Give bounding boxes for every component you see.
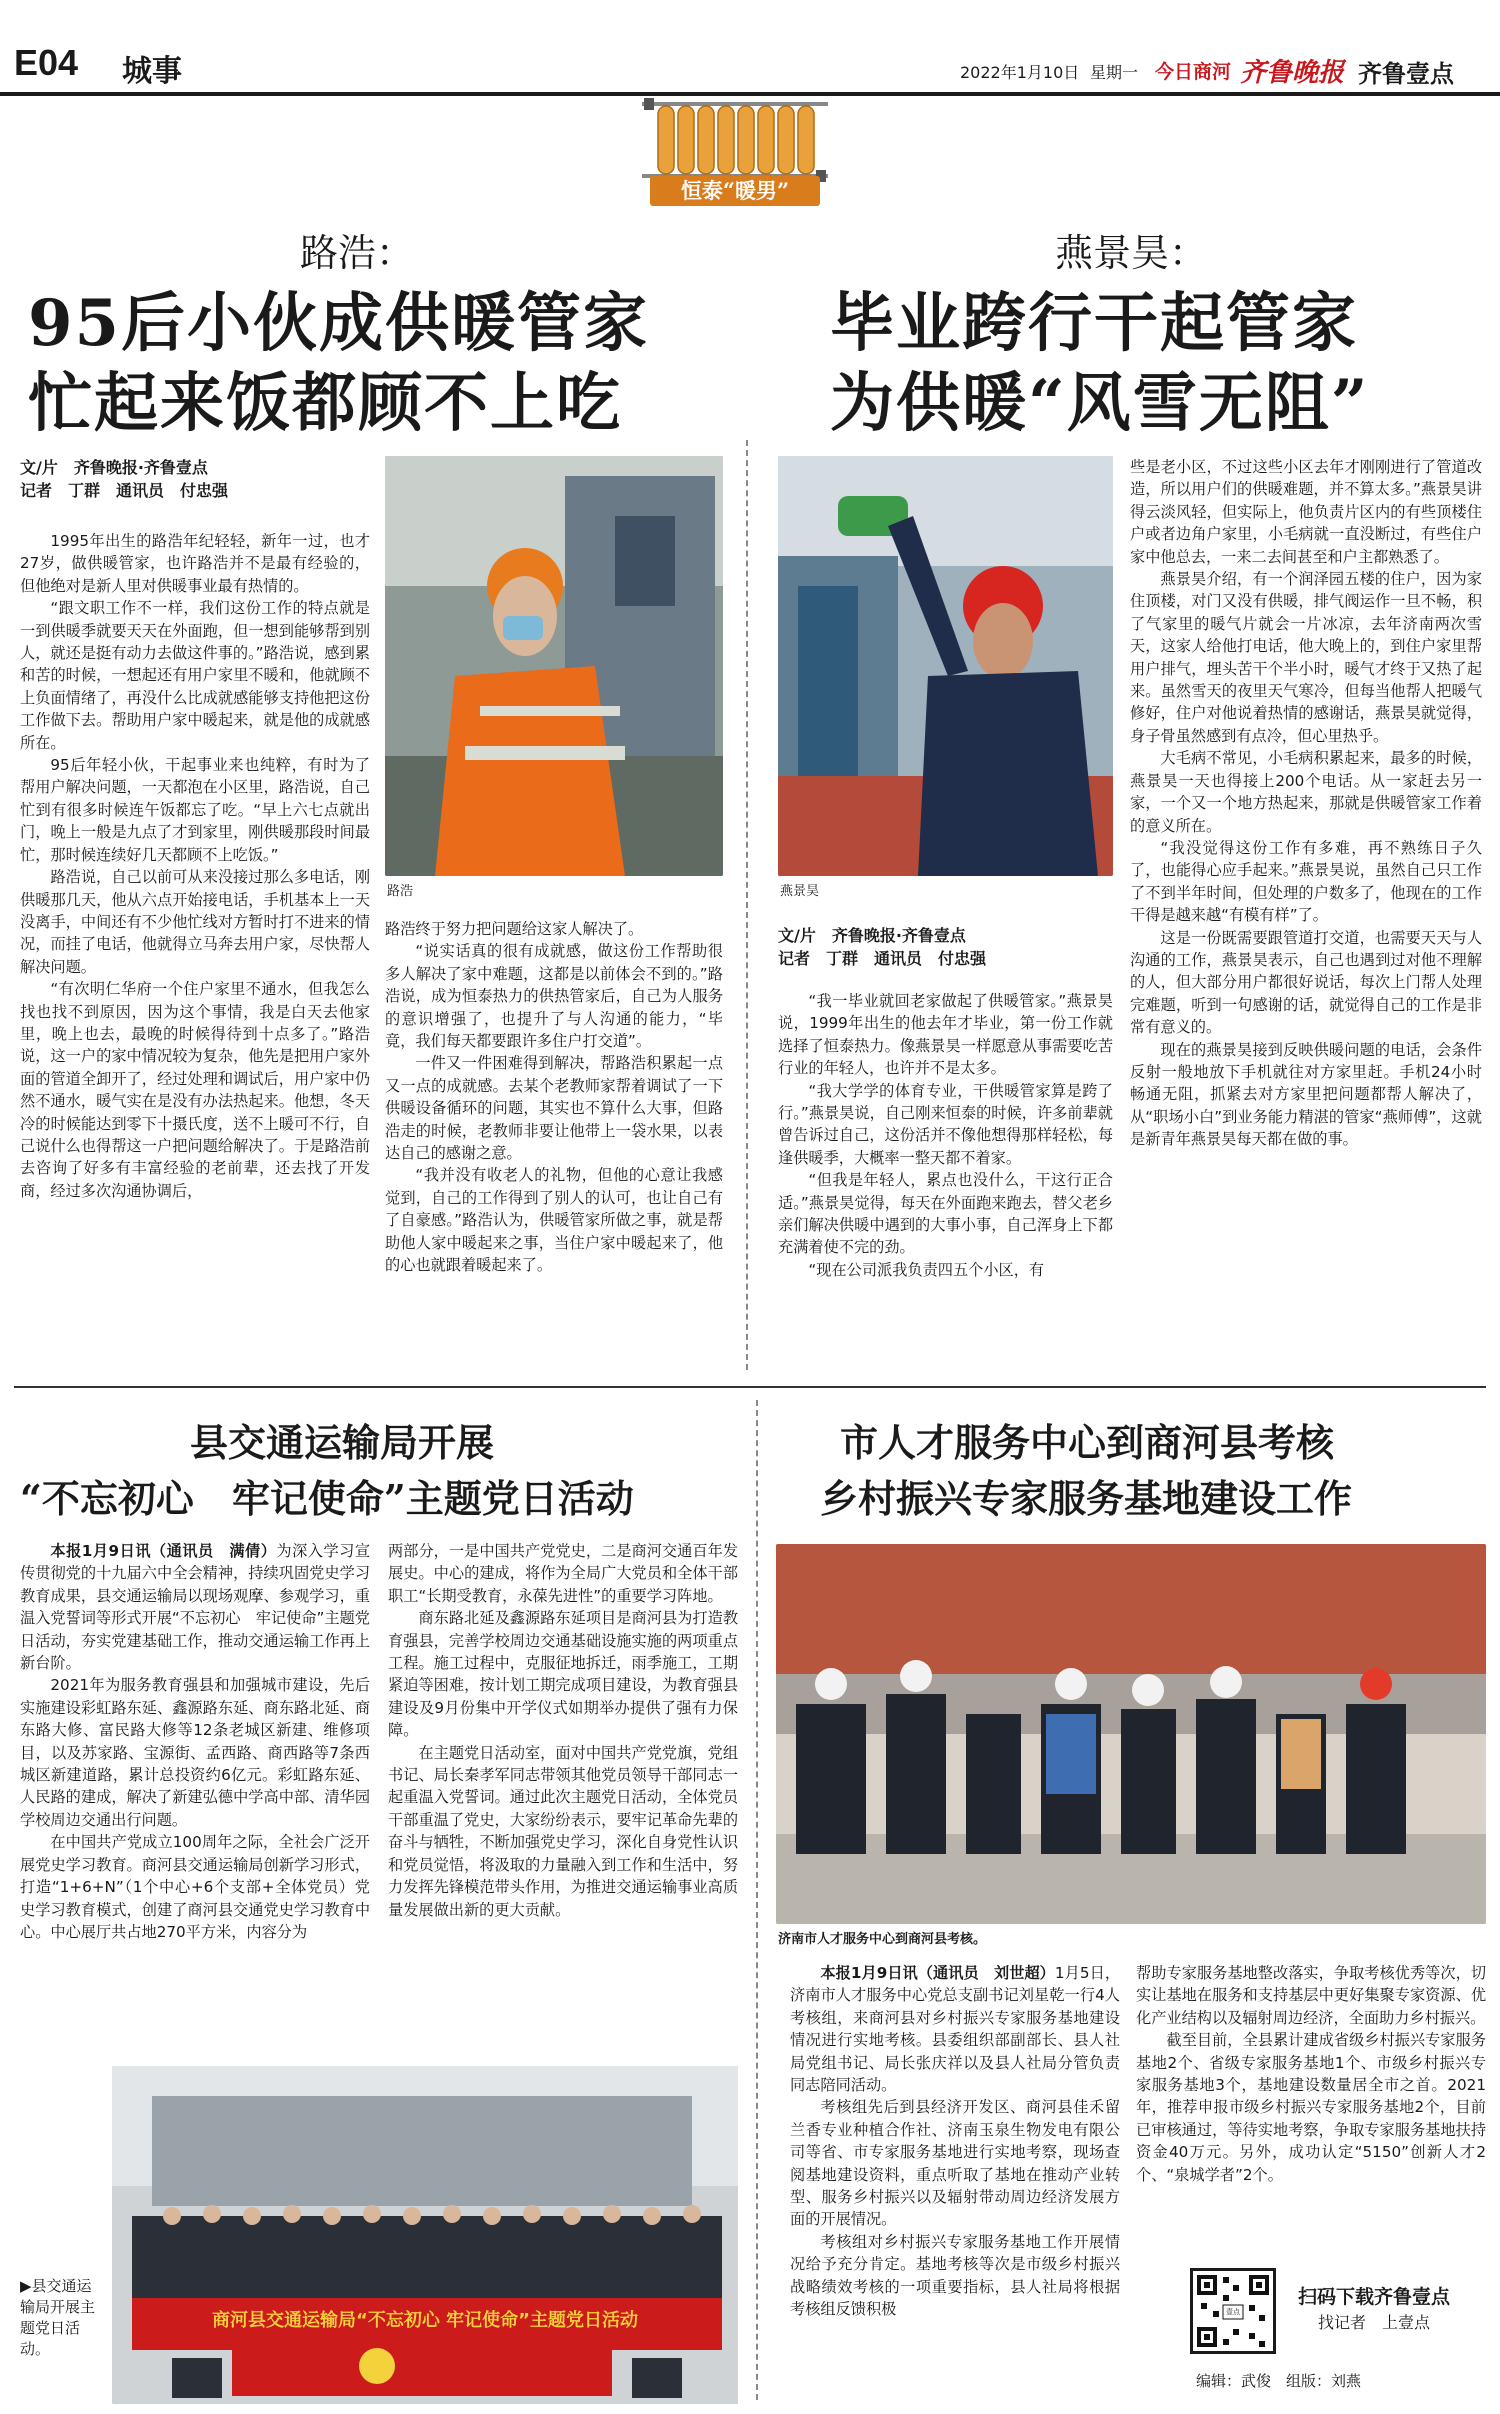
article2-headline-2: 为供暖“风雪无阻”: [830, 366, 1370, 441]
article1-headline-1: 95后小伙成供暖管家: [28, 286, 650, 361]
editor-credit: 编辑：武俊 组版：刘燕: [1196, 2372, 1362, 2390]
article4-photo-caption: 济南市人才服务中心到商河县考核。: [778, 1932, 987, 1947]
article3-para-text: 为深入学习宣传贯彻党的十九届六中全会精神，持续巩固党史学习教育成果，县交通运输局以现场观摩、参观学习，重温入党誓词等形式开展“不忘初心 牢记使命”主题党日活动，夯实党建基础工作，推动交通运输工作再上新台阶。: [20, 1542, 370, 1673]
section-name: 城事: [122, 54, 182, 89]
brand-logo: 齐鲁壹点: [1358, 60, 1454, 88]
article3-para: 在主题党日活动室，面对中国共产党党旗，党组书记、局长秦孝军同志带领其他党员领导干部同志一起重温入党誓词。通过此次主题党日活动，全体党员干部重温了党史，大家纷纷表示，要牢记革命先辈的奋斗与牺牲，不断加强党史学习，深化自身党性认识和党员觉悟，将汲取的力量融入到工作和生活中，努力发挥先锋模范带头作用，为推进交通运输事业高质量发展做出新的更大贡献。: [388, 1743, 738, 1919]
article1-para: “有次明仁华府一个住户家里不通水，但我怎么找也找不到原因，因为这个事情，我是白天去他家里，晚上也去，最晚的时候得待到十点多了。”路浩说，这一户的家中情况较为复杂，他先是把用户家外面的管道全卸开了，经过处理和调试后，用户家中仍然不通水，暖气实在是没有办法热起来。他想，冬天冷的时候能达到零下十摄氏度，送不上暖可不行，自己说什么也得帮这一户把问题给解决了。于是路浩前去咨询了好多有丰富经验的老前辈，还去找了开发商，经过多次沟通协调后，: [20, 980, 370, 1200]
column-badge-label: 恒泰“暖男”: [650, 176, 820, 206]
article2-byline-1: 文/片 齐鲁晚报·齐鲁壹点: [778, 926, 966, 945]
header-date: 2022年1月10日: [960, 63, 1080, 82]
article1-kicker: 路浩：: [300, 231, 415, 275]
article1-para: “跟文职工作不一样，我们这份工作的特点就是一到供暖季就要天天在外面跑，但一想到能够帮到别人，就还是挺有动力去做这件事的。”路浩说，感到累和苦的时候，一想起还有用户家里不暖和，他就顾不上负面情绪了，再没什么比成就感能够支持他把这份工作做下去。帮助用户家中暖起来，就是他的成就感所在。: [20, 599, 370, 752]
article2-para: 现在的燕景昊接到反映供暖问题的电话，会条件反射一般地放下手机就往对方家里赶。手机24小时畅通无阻，抓紧去对方家里把问题都帮人解决了，从“职场小白”到业务能力精湛的管家“燕师傅”，这就是新青年燕景昊每天都在做的事。: [1130, 1040, 1482, 1149]
article2-para: 大毛病不常见，小毛病积累起来，最多的时候，燕景昊一天也得接上200个电话。从一家赶去另一家，一个又一个地方热起来，那就是供暖管家工作着的意义所在。: [1130, 749, 1482, 835]
article2-para: “我一毕业就回老家做起了供暖管家。”燕景昊说，1999年出生的他去年才毕业，第一份工作就选择了恒泰热力。像燕景昊一样愿意从事需要吃苦行业的年轻人，也许并不是太多。: [778, 992, 1113, 1078]
qr-center-label: 壹点: [1226, 2308, 1240, 2316]
article1-para: “我并没有收老人的礼物，但他的心意让我感觉到，自己的工作得到了别人的认可，也让自己有了自豪感。”路浩认为，供暖管家所做之事，就是帮助他人家中暖起来之事，当住户家中暖起来了，他的心也就跟着暖起来了。: [385, 1166, 723, 1275]
article2-para: “但我是年轻人，累点也没什么，干这行正合适。”燕景昊觉得，每天在外面跑来跑去，替父老乡亲们解决供暖中遇到的大事小事，自己浑身上下都充满着使不完的劲。: [778, 1171, 1113, 1257]
article4-para: 考核组先后到县经济开发区、商河县佳禾留兰香专业种植合作社、济南玉泉生物发电有限公司等省、市专家服务基地进行实地考察，现场查阅基地建设资料，重点听取了基地在推动产业转型、服务乡村振兴以及辐射带动周边经济发展方面的开展情况。: [790, 2098, 1120, 2229]
article4-para-text: 1月5日，济南市人才服务中心党总支副书记刘星乾一行4人考核组，来商河县对乡村振兴专家服务基地建设情况进行实地考核。县委组织部副部长、县人社局党组书记、局长张庆祥以及县人社局分管负责同志陪同活动。: [790, 1964, 1120, 2095]
article2-para: 些是老小区，不过这些小区去年才刚刚进行了管道改造，所以用户们的供暖难题，并不算太多。”燕景昊讲得云淡风轻，但实际上，他负责片区内的有些顶楼住户或者边角户家里，小毛病就一直没断过，有些住户家中他总去，一来二去间甚至和户主都熟悉了。: [1130, 458, 1482, 566]
column-divider: [746, 440, 748, 1370]
article2-byline: [778, 924, 1113, 970]
article2-para: “我大学学的体育专业，干供暖管家算是跨了行。”燕景昊说，自己刚来恒泰的时候，许多前辈就曾告诉过自己，这份活并不像他想得那样轻松，每逢供暖季，大概率一整天都不着家。: [778, 1081, 1113, 1167]
article2-para: 这是一份既需要跟管道打交道，也需要天天与人沟通的工作，燕景昊表示，自己也遇到过对他不理解的人，但大部分用户都很好说话，每次上门帮人处理完难题，听到一句感谢的话，就觉得自己的工作是非常有意义的。: [1130, 928, 1482, 1037]
article1-photo: [385, 456, 723, 876]
article1-para: “说实话真的很有成就感，做这份工作帮助很多人解决了家中难题，这都是以前体会不到的。”路浩说，成为恒泰热力的供热管家后，自己为人服务的意识增强了，也提升了与人沟通的能力，“毕竟，我们每天都要跟许多住户打交道”。: [385, 942, 723, 1051]
article2-para: “我没觉得这份工作有多难，再不熟练日子久了，也能得心应手起来。”燕景昊说，虽然自己只工作了不到半年时间，但处理的户数多了，他现在的工作干得是越来越“有模有样”了。: [1130, 838, 1482, 925]
qr-label: 扫码下载齐鲁壹点: [1298, 2286, 1451, 2308]
article3-headline-2: “不忘初心 牢记使命”主题党日活动: [20, 1476, 634, 1521]
article2-col2: [1130, 456, 1482, 1370]
article4-photo: [776, 1544, 1486, 1924]
article1-byline: [20, 456, 370, 502]
article4-col2: [1136, 1962, 1486, 2262]
article4-col1: [790, 1962, 1120, 2404]
header-edition: 今日商河: [1155, 61, 1232, 83]
qr-code[interactable]: [1190, 2268, 1276, 2354]
article3-banner-text: 商河县交通运输局“不忘初心 牢记使命”主题党日活动: [212, 2310, 638, 2331]
article1-col1: [20, 530, 370, 1370]
article1-headline-2: 忙起来饭都顾不上吃: [28, 366, 622, 441]
article1-para: 路浩说，自己以前可从来没接过那么多电话，刚供暖那几天，他从六点开始接电话，手机基本上一天没离手，中间还有不少他忙线对方暂时打不进来的情况，而挂了电话，他就得立马奔去用户家，尽快帮人解决问题。: [20, 868, 370, 976]
article2-col1: [778, 990, 1113, 1370]
article3-photo-caption: ▶县交通运输局开展主题党日活动。: [20, 2277, 96, 2358]
article4-para: 考核组对乡村振兴专家服务基地工作开展情况给予充分肯定。基地考核等次是市级乡村振兴战略绩效考核的一项重要指标，县人社局将根据考核组反馈积极: [790, 2232, 1120, 2319]
article3-col2: [388, 1540, 738, 2038]
article1-byline-2: 记者 丁群 通讯员 付忠强: [20, 481, 229, 500]
article4-headline-2: 乡村振兴专家服务基地建设工作: [820, 1476, 1353, 1521]
qr-tagline: 找记者 上壹点: [1318, 2313, 1431, 2332]
article1-byline-1: 文/片 齐鲁晚报·齐鲁壹点: [20, 458, 208, 477]
article1-para: 1995年出生的路浩年纪轻轻，新年一过，也才27岁，做供暖管家，也许路浩并不是最有经验的，但他绝对是新人里对供暖事业最有热情的。: [20, 532, 370, 595]
radiator-icon: [640, 94, 830, 186]
article2-para: “现在公司派我负责四五个小区，有: [808, 1260, 1045, 1279]
article3-para: 2021年为服务教育强县和加强城市建设，先后实施建设彩虹路东延、鑫源路东延、商东路北延、商东路大修、富民路大修等12条老城区新建、维修项目，以及苏家路、宝源街、孟西路、商西路等7条西城区新建道路，累计总投资约6亿元。彩虹路东延、人民路的建成，解决了新建弘德中学高中部、清华园学校周边交通出行问题。: [20, 1676, 370, 1829]
article1-para: 95后年轻小伙，干起事业来也纯粹，有时为了帮用户解决问题，一天都泡在小区里，路浩说，自己忙到有很多时候连午饭都忘了吃。“早上六七点就出门，晚上一般是九点了才到家里，刚供暖那段时间最忙，那时候连续好几天都顾不上吃饭。”: [20, 756, 370, 864]
article1-para: 一件又一件困难得到解决，帮路浩积累起一点又一点的成就感。去某个老教师家帮着调试了一下供暖设备循环的问题，其实也不算什么大事，但路浩走的时候，老教师非要让他带上一袋水果，以表达自己的感谢之意。: [385, 1054, 723, 1163]
article2-para: 燕景昊介绍，有一个润泽园五楼的住户，因为家住顶楼，对门又没有供暖，排气阀运作一旦不畅，积了气家里的暖气片就会一片冰凉，去年济南两次雪天，这家人给他打电话，他大晚上的，到住户家里帮用户排气，埋头苦干个半小时，暖气才终于又热了起来。虽然雪天的夜里天气寒冷，但每当他帮人把暖气修好，住户对他说着热情的感谢话，燕景昊就觉得，身子骨虽然感到有点冷，但心里热乎。: [1130, 570, 1482, 745]
article3-group-photo: [112, 2066, 738, 2404]
article3-para: [20, 1540, 370, 1674]
section-rule: [14, 1386, 1486, 1388]
article3-para: 在中国共产党成立100周年之际，全社会广泛开展党史学习教育。商河县交通运输局创新学习形式，打造“1+6+N”（1个中心+6个支部+全体党员）党史学习教育模式，创建了商河县交通党史学习教育中心。中心展厅共占地270平方米，内容分为: [20, 1833, 370, 1941]
article1-photo-caption: 路浩: [387, 884, 414, 899]
article4-para: 截至目前，全县累计建成省级乡村振兴专家服务基地2个、省级专家服务基地1个、市级乡村振兴专家服务基地3个，基地建设数量居全市之首。2021年，推荐申报市级乡村振兴专家服务基地2个，目前已审核通过，等待实地考察，争取专家服务基地扶持资金40万元。另外，成功认定“5150”创新人才2个、“泉城学者”2个。: [1136, 2031, 1486, 2184]
article4-lead: 本报1月9日讯（通讯员 刘世超）: [820, 1964, 1055, 1982]
article4-para: 帮助专家服务基地整改落实，争取考核优秀等次，切实让基地在服务和支持基层中更好集聚专家资源、优化产业结构以及辐射周边经济，全面助力乡村振兴。: [1136, 1964, 1486, 2027]
article3-col1: [20, 1540, 370, 2038]
article3-para: 商东路北延及鑫源路东延项目是商河县为打造教育强县，完善学校周边交通基础设施实施的两项重点工程。施工过程中，克服征地拆迁，雨季施工，工期紧迫等困难，按计划工期完成项目建设，为教育强县建设及9月份集中开学仪式如期举办提供了强有力保障。: [388, 1609, 738, 1740]
article3-para: 两部分，一是中国共产党党史，二是商河交通百年发展史。中心的建成，将作为全局广大党员和全体干部职工“长期受教育，永葆先进性”的重要学习阵地。: [388, 1542, 738, 1605]
paper-logo: 齐鲁晚报: [1240, 58, 1345, 88]
article4-headline-1: 市人才服务中心到商河县考核: [840, 1420, 1335, 1465]
article2-kicker: 燕景昊：: [1055, 231, 1208, 275]
article2-photo-caption: 燕景昊: [780, 884, 820, 899]
column-badge: [640, 94, 830, 210]
article1-col2: [385, 918, 723, 1370]
article1-para: 路浩终于努力把问题给这家人解决了。: [385, 920, 644, 938]
article-divider-vertical: [756, 1400, 758, 2400]
page-header: [0, 0, 1500, 100]
article4-para: [790, 1962, 1120, 2096]
section-code: E04: [14, 42, 79, 83]
article2-photo: [778, 456, 1113, 876]
article2-byline-2: 记者 丁群 通讯员 付忠强: [778, 949, 987, 968]
article2-headline-1: 毕业跨行干起管家: [830, 286, 1358, 361]
article3-lead: 本报1月9日讯（通讯员 满倩）: [50, 1542, 277, 1560]
header-weekday: 星期一: [1090, 63, 1139, 82]
article3-headline-1: 县交通运输局开展: [190, 1420, 495, 1465]
